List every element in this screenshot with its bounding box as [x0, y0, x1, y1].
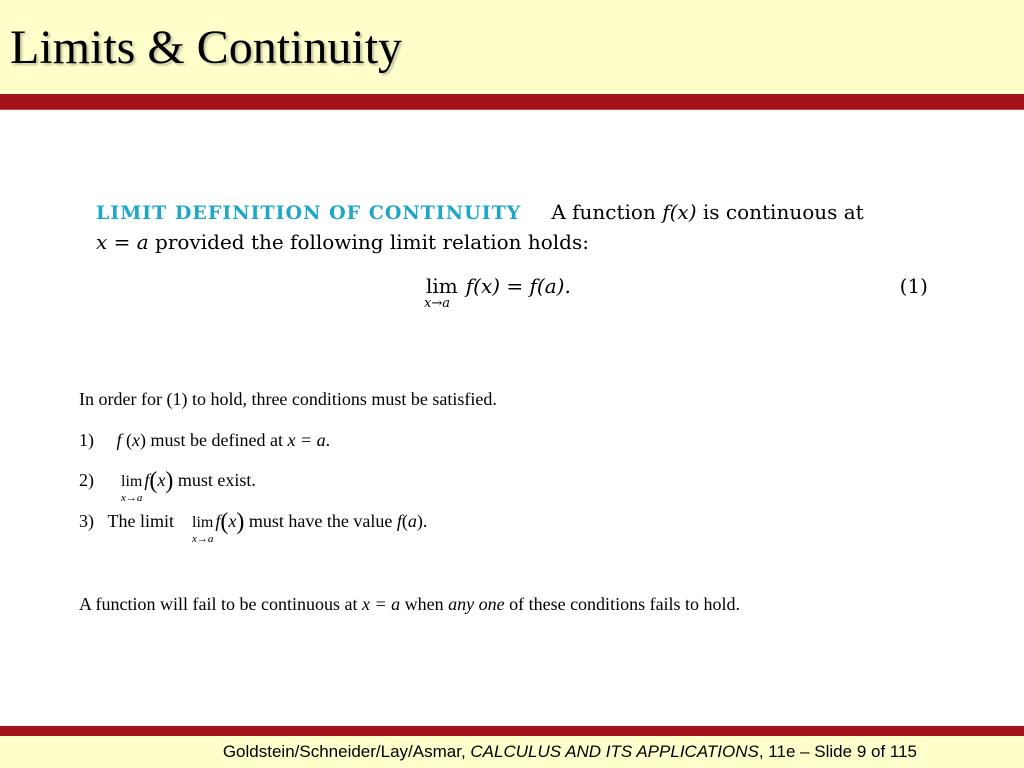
slide-header — [0, 0, 1024, 94]
lim-operator — [192, 510, 214, 545]
variable-symbol: a — [407, 511, 417, 531]
footer-book-title: CALCULUS AND ITS APPLICATIONS — [470, 742, 759, 761]
condition-3: 3) The limit lim x→a f(x) must have the value f(a). — [79, 510, 427, 534]
footer-authors: Goldstein/Schneider/Lay/Asmar, — [222, 742, 471, 761]
condition-text: must exist. — [173, 470, 256, 490]
slide-footer — [0, 736, 1024, 768]
condition-number: 1) — [79, 430, 94, 450]
condition-2: 2) lim x→a f(x) must exist. — [79, 469, 256, 493]
lim-subscript: x→a — [121, 492, 143, 504]
lim-operator — [121, 469, 143, 504]
variable-symbol: x — [157, 470, 166, 490]
lim-subscript: x→a — [424, 296, 450, 311]
conclusion-text: A function will fail to be continuous at — [79, 594, 362, 614]
slide-title: Limits & Continuity — [10, 21, 403, 74]
condition-eq: x = a — [287, 430, 326, 450]
continuity-definition — [96, 196, 932, 326]
definition-text: provided the following limit relation holds: — [148, 230, 589, 254]
function-symbol: f — [396, 511, 402, 531]
header-rule-line — [0, 109, 1024, 110]
footer-citation — [223, 742, 917, 762]
lim-operator — [424, 274, 458, 311]
condition-1: 1) f (x) must be defined at x = a. — [79, 430, 331, 450]
footer-rule — [0, 726, 1024, 736]
lim-text: lim — [121, 473, 143, 490]
conclusion-text: of these conditions fails to hold. — [504, 594, 741, 614]
lim-subscript: x→a — [192, 533, 214, 545]
header-rule — [0, 94, 1024, 109]
function-symbol: f — [144, 470, 150, 490]
definition-fx: f(x) — [662, 200, 697, 224]
footer-slide-number: , 11e – Slide 9 of 115 — [758, 742, 917, 761]
equation-number: (1) — [899, 274, 928, 298]
equation-body: f(x) = f(a). — [465, 274, 571, 298]
variable-symbol: x — [228, 511, 237, 531]
condition-number: 3) — [79, 511, 94, 531]
lim-text: lim — [426, 274, 458, 298]
definition-text: is continuous at — [696, 200, 864, 224]
condition-text: The limit — [107, 511, 174, 531]
function-symbol: f — [116, 430, 122, 450]
limit-equation — [424, 274, 571, 311]
conclusion — [79, 593, 740, 615]
conclusion-eq: x = a — [361, 594, 401, 614]
definition-line-1 — [96, 200, 864, 224]
conditions-intro: In order for (1) to hold, three conditions must be satisfied. — [79, 389, 497, 409]
conclusion-text: when — [400, 594, 449, 614]
definition-heading: LIMIT DEFINITION OF CONTINUITY — [96, 202, 522, 224]
definition-text: A function — [551, 200, 663, 224]
function-symbol: f — [215, 511, 221, 531]
definition-line-2 — [96, 230, 589, 254]
definition-xa: x = a — [96, 230, 149, 254]
condition-text: must have the value — [244, 511, 397, 531]
conclusion-emphasis: any one — [448, 594, 505, 614]
variable-symbol: x — [132, 430, 141, 450]
condition-number: 2) — [79, 470, 94, 490]
lim-text: lim — [192, 514, 214, 531]
condition-text: must be defined at — [146, 430, 288, 450]
